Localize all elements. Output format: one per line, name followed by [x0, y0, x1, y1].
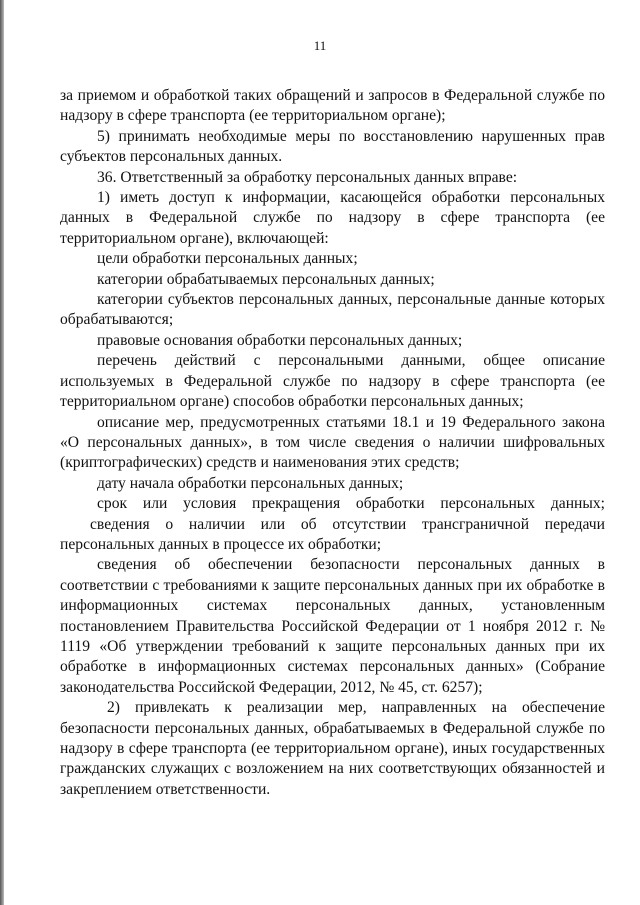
- paragraph-12: срок или условия прекращения обработки персональных данных;: [97, 495, 605, 513]
- document-body: [60, 86, 605, 800]
- paragraph-10: описание мер, предусмотренных статьями 18.1 и 19 Федерального закона «О персональных данных», в том числе сведения о наличии шифровальных (криптографических) средств и наименования этих средств;: [60, 413, 605, 472]
- paragraph-8: правовые основания обработки персональных данных;: [97, 331, 463, 349]
- paragraph-3: 36. Ответственный за обработку персональных данных вправе:: [97, 168, 518, 186]
- paragraph-6: категории обрабатываемых персональных данных;: [97, 270, 435, 288]
- paragraph-5: цели обработки персональных данных;: [97, 250, 358, 268]
- scan-edge-shadow: [0, 0, 4, 905]
- paragraph-9: перечень действий с персональными данными, общее описание используемых в Федеральной службе по надзору в сфере транспорта (ее территориальном органе) способов обработки персональных данных;: [60, 352, 605, 411]
- paragraph-14: сведения об обеспечении безопасности персональных данных в соответствии с требованиями к защите персональных данных при их обработке в информационных системах персональных данных, установленным постановлением Правительства Российской Федерации от 1 ноября 2012 г. № 1119 «Об утверждении требований к защите персональных данных при их обработке в информационных системах персональных данных» (Собрание законодательства Российской Федерации, 2012, № 45, ст. 6257);: [60, 556, 605, 696]
- paragraph-15: 2) привлекать к реализации мер, направленных на обеспечение безопасности персональных данных, обрабатываемых в Федеральной службе по надзору в сфере транспорта (ее территориальном органе), иных государственных гражданских служащих с возложением на них соответствующих обязанностей и закреплением ответственности.: [60, 699, 605, 798]
- paragraph-1: за приемом и обработкой таких обращений и запросов в Федеральной службе по надзору в сфере транспорта (ее территориальном органе);: [60, 87, 605, 125]
- paragraph-7: категории субъектов персональных данных, персональные данные которых обрабатываются;: [60, 291, 605, 329]
- page-number: 11: [313, 38, 327, 53]
- paragraph-11: дату начала обработки персональных данных;: [97, 474, 404, 492]
- paragraph-4: 1) иметь доступ к информации, касающейся обработки персональных данных в Федеральной службе по надзору в сфере транспорта (ее территориальном органе), включающей:: [60, 189, 605, 247]
- paragraph-13: сведения о наличии или об отсутствии трансграничной передачи персональных данных в процессе их обработки;: [60, 515, 605, 553]
- paragraph-2: 5) принимать необходимые меры по восстановлению нарушенных прав субъектов персональных данных.: [60, 127, 605, 166]
